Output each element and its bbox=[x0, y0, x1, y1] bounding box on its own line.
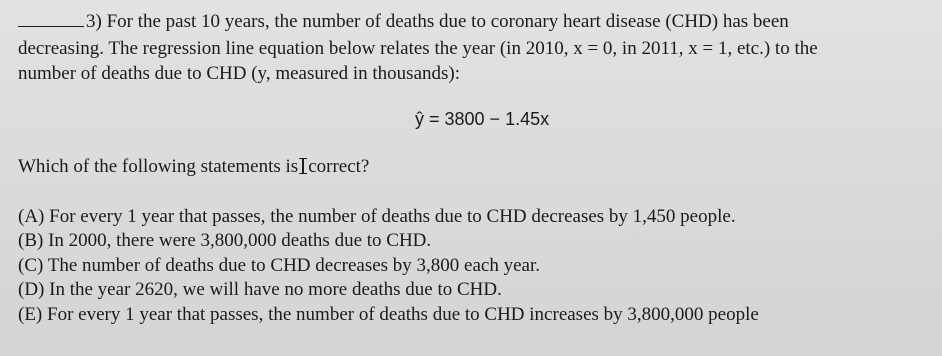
question-stem-start: 3) For the past 10 years, the number of deaths due to coronary heart disease (CHD) has been bbox=[86, 11, 789, 32]
question-prompt bbox=[18, 156, 369, 178]
answer-blank[interactable] bbox=[18, 10, 84, 27]
question-line-2: decreasing. The regression line equation below relates the year (in 2010, x = 0, in 2011, x = 1, etc.) to the bbox=[18, 38, 818, 59]
prompt-text-start: Which of the following statements is bbox=[18, 156, 299, 177]
prompt-text-end: correct? bbox=[308, 156, 370, 177]
option-c: (C) The number of deaths due to CHD decreases by 3,800 each year. bbox=[18, 255, 540, 276]
regression-equation: ŷ = 3800 − 1.45x bbox=[415, 109, 550, 129]
option-d: (D) In the year 2620, we will have no more deaths due to CHD. bbox=[18, 279, 502, 300]
option-b: (B) In 2000, there were 3,800,000 deaths due to CHD. bbox=[18, 230, 432, 251]
text-cursor-icon bbox=[299, 158, 307, 174]
question-line-3: number of deaths due to CHD (y, measured in thousands): bbox=[18, 63, 461, 84]
option-e: (E) For every 1 year that passes, the number of deaths due to CHD increases by 3,800,000 people bbox=[18, 304, 759, 325]
question-line-1 bbox=[18, 10, 789, 33]
option-a: (A) For every 1 year that passes, the number of deaths due to CHD decreases by 1,450 people. bbox=[18, 206, 736, 227]
